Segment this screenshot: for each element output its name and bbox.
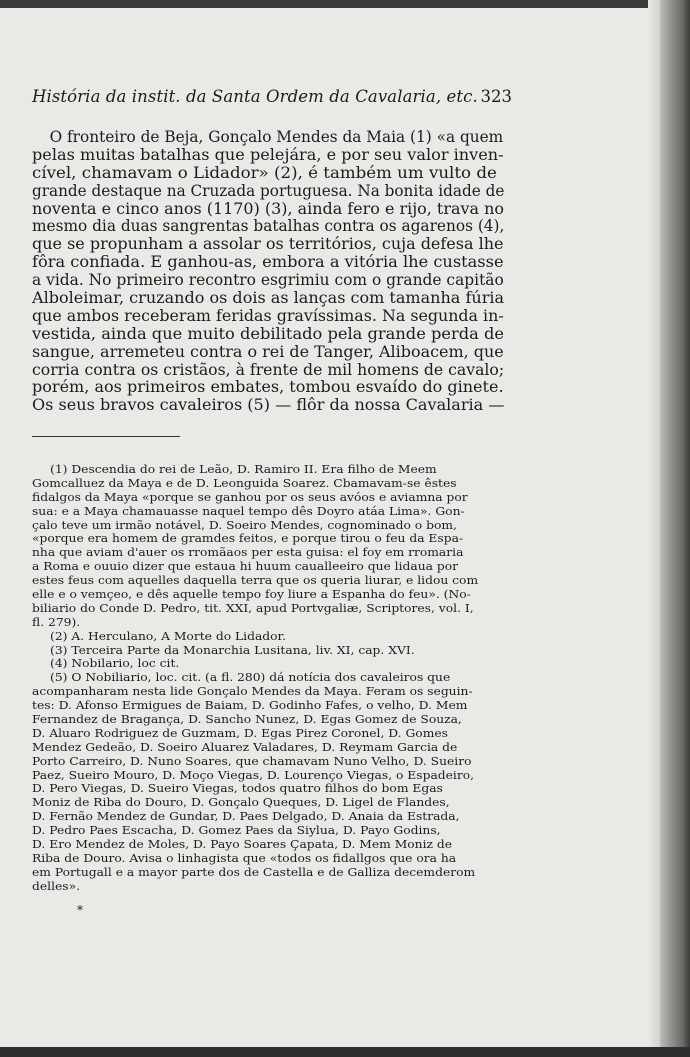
footnote-line: em Portugall e a mayor parte dos de Castella e de Galliza decemderom — [32, 864, 476, 879]
footnote-line: a Roma e ouuio dizer que estaua hi huum caualleeiro que lidaua por — [32, 559, 459, 574]
footnote-line: Moniz de Riba do Douro, D. Gonçalo Queques, D. Ligel de Flandes, — [32, 795, 450, 810]
page-bottom-edge — [0, 1047, 690, 1057]
text-line: vestida, ainda que muito debilitado pela grande perda de — [32, 323, 504, 343]
footnote-line: D. Ero Mendez de Moles, D. Payo Soares Çapata, D. Mem Moniz de — [32, 837, 453, 852]
text-line: porém, aos primeiros embates, tombou esvaído do ginete. — [32, 377, 504, 397]
page-gutter-shadow — [648, 0, 660, 1057]
running-title: História da instit. da Santa Ordem da Cavalaria, etc. — [32, 87, 478, 106]
footnote-line: fl. 279). — [32, 614, 81, 629]
footnote-line: «porque era homem de gramdes feitos, e porque tirou o feu da Espa- — [32, 531, 464, 546]
footnote-line: Porto Carreiro, D. Nuno Soares, que chamavam Nuno Velho, D. Sueiro — [32, 753, 472, 768]
footnote-line: delles». — [32, 878, 81, 893]
main-text — [32, 128, 504, 414]
footnote-line: Gomcalluez da Maya e de D. Leonguida Soarez. Cbamavam-se êstes — [32, 475, 457, 490]
footnote-line: D. Pedro Paes Escacha, D. Gomez Paes da Siylua, D. Payo Godins, — [32, 823, 441, 838]
page-top-edge — [0, 0, 690, 8]
footnote-4 — [32, 657, 500, 671]
text-line: pelas muitas batalhas que pelejára, e por seu valor inven- — [32, 144, 504, 164]
footnote-2 — [32, 630, 500, 644]
footnote-line: Riba de Douro. Avisa o linhagista que «todos os fidallgos que ora ha — [32, 850, 457, 865]
footnote-line: (2) A. Herculano, A Morte do Lidador. — [50, 628, 286, 643]
footnote-line: sua: e a Maya chamauasse naquel tempo dês Doyro atáa Lima». Gon- — [32, 503, 465, 518]
text-line: cível, chamavam o Lidador» (2), é também um vulto de — [32, 162, 497, 182]
footnote-line: nha que aviam d'auer os rromãaos per esta guisa: el foy em rromaria — [32, 545, 464, 560]
footnote-line: Mendez Gedeão, D. Soeiro Aluarez Valadares, D. Reymam Garcia de — [32, 739, 458, 754]
bottom-mark: * — [77, 903, 83, 917]
text-line: sangue, arremeteu contra o rei de Tanger, Aliboacem, que — [32, 341, 504, 361]
text-line: que ambos receberam feridas gravíssimas. Na segunda in- — [32, 305, 504, 325]
footnote-line: D. Aluaro Rodriguez de Guzmam, D. Egas Pirez Coronel, D. Gomes — [32, 725, 448, 740]
footnote-line: biliario do Conde D. Pedro, tit. XXI, apud Portvgaliæ, Scriptores, vol. I, — [32, 600, 474, 615]
text-line: grande destaque na Cruzada portuguesa. Na bonita idade de — [32, 180, 505, 200]
text-line: a vida. No primeiro recontro esgrimiu com o grande capitão — [32, 270, 504, 290]
footnote-3 — [32, 644, 500, 658]
footnote-line: elle e o vemçeo, e dês aquelle tempo foy liure a Espanha do feu». (No- — [32, 587, 471, 602]
text-line: Alboleimar, cruzando os dois as lanças com tamanha fúria — [32, 288, 505, 308]
text-line: corria contra os cristãos, à frente de mil homens de cavalo; — [32, 359, 505, 379]
page-header — [32, 87, 512, 113]
text-line: O fronteiro de Beja, Gonçalo Mendes da Maia (1) «a quem — [49, 127, 504, 146]
text-line: mesmo dia duas sangrentas batalhas contra os agarenos (4), — [32, 216, 505, 236]
footnote-separator — [32, 436, 180, 437]
footnote-line: D. Pero Viegas, D. Sueiro Viegas, todos quatro filhos do bom Egas — [32, 781, 443, 796]
text-line: que se propunham a assolar os territórios, cuja defesa lhe — [32, 234, 504, 254]
footnote-line: D. Fernão Mendez de Gundar, D. Paes Delgado, D. Anaia da Estrada, — [32, 809, 460, 824]
footnote-line: Fernandez de Bragança, D. Sancho Nunez, D. Egas Gomez de Souza, — [32, 712, 462, 727]
footnote-line: çalo teve um irmão notável, D. Soeiro Mendes, cognominado o bom, — [32, 517, 457, 532]
footnotes — [32, 463, 500, 894]
footnote-5 — [32, 671, 500, 893]
footnote-line: fidalgos da Maya «porque se ganhou por os seus avóos e aviamna por — [32, 489, 468, 504]
text-line: noventa e cinco anos (1170) (3), ainda fero e rijo, trava no — [32, 198, 504, 218]
page-number: 323 — [480, 87, 512, 106]
footnote-line: (4) Nobilario, loc cit. — [50, 656, 180, 671]
footnote-line: tes: D. Afonso Ermigues de Baiam, D. Godinho Fafes, o velho, D. Mem — [32, 698, 468, 713]
footnote-1 — [32, 463, 500, 630]
footnote-line: estes feus com aquelles daquella terra que os queria liurar, e lidou com — [32, 573, 479, 588]
text-line: Os seus bravos cavaleiros (5) — flôr da nossa Cavalaria — — [32, 395, 505, 415]
footnote-line: acompanharam nesta lide Gonçalo Mendes da Maya. Feram os seguin- — [32, 684, 473, 699]
footnote-line: Paez, Sueiro Mouro, D. Moço Viegas, D. Lourenço Viegas, o Espadeiro, — [32, 767, 475, 782]
book-fore-edge — [660, 0, 690, 1057]
footnote-line: (3) Terceira Parte da Monarchia Lusitana, liv. XI, cap. XVI. — [50, 642, 415, 657]
footnote-line: (5) O Nobiliario, loc. cit. (a fl. 280) dá notícia dos cavaleiros que — [50, 670, 451, 685]
footnote-line: (1) Descendia do rei de Leão, D. Ramiro II. Era filho de Meem — [50, 462, 437, 476]
text-line: fôra confiada. E ganhou-as, embora a vitória lhe custasse — [32, 252, 504, 272]
